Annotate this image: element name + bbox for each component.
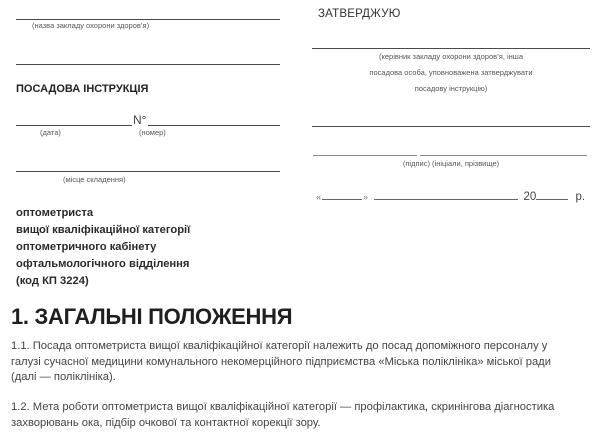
close-quote: » <box>363 192 369 202</box>
paragraph-1-2 <box>11 400 554 431</box>
year-suffix: р. <box>575 191 586 203</box>
year-prefix: 20 <box>523 191 537 203</box>
position-title <box>16 205 190 290</box>
position-line-3: оптометричного кабінету <box>16 241 157 253</box>
org-name-line-2 <box>16 64 280 65</box>
approver-name-line <box>312 126 590 127</box>
paragraph-line: 1.1. Посада оптометриста вищої кваліфікаційної категорії належить до посад допоміжного персоналу у <box>11 340 548 352</box>
position-line-2: вищої кваліфікаційної категорії <box>16 224 191 236</box>
year-blank <box>536 192 568 200</box>
open-quote: « <box>316 192 322 202</box>
doc-type-title: ПОСАДОВА ІНСТРУКЦІЯ <box>16 83 149 95</box>
paragraph-line: захворювань ока, підбір очкової та контактної корекції зору. <box>11 416 321 429</box>
org-name-caption: (назва закладу охорони здоров’я) <box>32 21 150 30</box>
position-line-1: оптометриста <box>16 207 94 219</box>
initials-line <box>420 155 587 156</box>
position-line-4: офтальмологічного відділення <box>16 258 190 270</box>
approver-caption-1: (керівник закладу охорони здоров’я, інша <box>378 52 523 61</box>
approver-line <box>312 48 590 49</box>
org-name-line <box>16 19 280 20</box>
paragraph-1-1 <box>11 339 551 386</box>
approver-caption-2: посадова особа, уповноважена затверджувати <box>369 68 533 77</box>
number-line <box>148 125 280 126</box>
approver-caption-3: посадову інструкцію) <box>414 84 488 93</box>
approve-label: ЗАТВЕРДЖУЮ <box>318 8 401 20</box>
position-code: (код КП 3224) <box>16 275 89 287</box>
place-caption: (місце складення) <box>63 175 126 184</box>
paragraph-line: галузі сучасної медицини комунального некомерційного підприємства «Міська поліклініка» міської ради <box>11 355 551 368</box>
signature-caption: (підпис) (ініціали, прізвище) <box>402 159 500 168</box>
month-blank <box>374 192 518 200</box>
number-caption: (номер) <box>139 128 166 137</box>
date-line <box>16 125 132 126</box>
number-sign: N° <box>133 113 147 127</box>
paragraph-line: (далі — поліклініка). <box>11 371 116 383</box>
date-caption: (дата) <box>40 128 61 137</box>
day-blank <box>322 192 362 200</box>
paragraph-line: 1.2. Мета роботи оптометриста вищої кваліфікаційної категорії — профілактика, скринінгова діагностика <box>11 401 555 413</box>
place-line <box>16 171 280 172</box>
section-title: 1. ЗАГАЛЬНІ ПОЛОЖЕННЯ <box>11 304 293 329</box>
approval-date-row <box>316 191 585 203</box>
signature-line <box>313 155 417 156</box>
